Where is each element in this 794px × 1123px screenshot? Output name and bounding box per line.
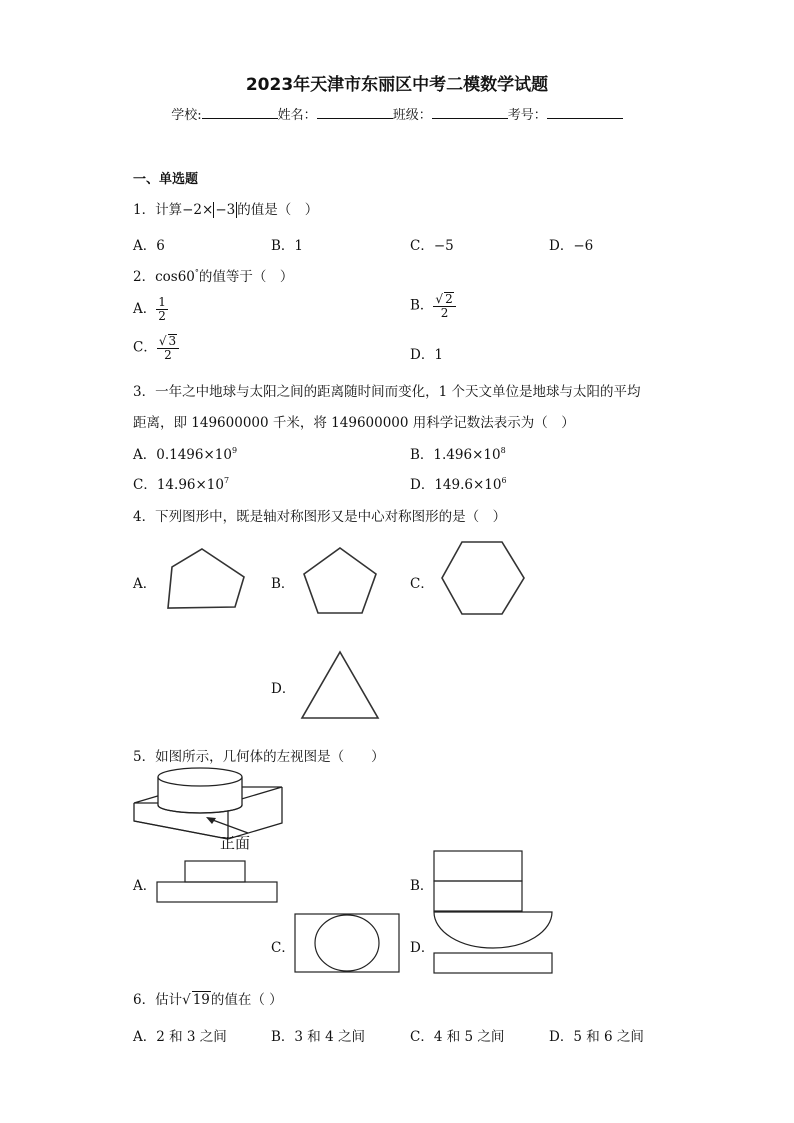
q2-option-b[interactable] [410,292,456,320]
q4-option-a[interactable]: A． [133,576,157,592]
q5-option-a-figure [156,860,280,904]
q3-a-base: 0.1496×10 [156,447,232,463]
q1-option-d[interactable]: D．−6 [549,238,594,254]
q2-suffix: 的值等于（ ） [198,269,294,285]
q4-regular-hexagon-figure [440,538,528,618]
q2-b-denominator: 2 [440,306,449,320]
number-blank[interactable] [547,106,623,119]
q4-equilateral-triangle-figure [298,648,382,722]
q2-c-fraction [157,334,179,362]
q5-option-c[interactable]: C． [271,940,295,956]
q6-suffix: 的值在（ ） [210,992,283,1008]
question-3-line-2: 距离，即 149600000 千米，将 149600000 用科学记数法表示为（ ） [133,415,575,431]
q2-b-fraction [433,292,455,320]
class-blank[interactable] [432,106,508,119]
q2-b-radicand: 2 [445,292,453,306]
q1-option-c[interactable]: C．−5 [410,238,454,254]
q1-prefix: 1．计算 [133,202,183,218]
question-2-stem [133,265,293,285]
student-info-line [0,104,794,123]
q2-a-numerator: 1 [158,295,166,309]
q1-suffix: 的值是（ ） [237,202,319,218]
school-label: 学校: [171,108,202,123]
q3-c-exponent: 7 [223,476,230,485]
q5-option-a[interactable]: A． [133,878,157,894]
q3-d-base: 149.6×10 [434,477,502,493]
q3-option-a[interactable] [133,443,237,463]
class-label: 班级： [392,108,432,123]
q3-b-exponent: 8 [500,446,506,455]
q2-a-fraction [156,296,168,323]
q4-irregular-pentagon-figure [160,545,250,615]
q6-option-c[interactable]: C．4 和 5 之间 [410,1029,505,1045]
q6-option-b[interactable]: B．3 和 4 之间 [271,1029,365,1045]
q5-solid-figure [130,765,290,860]
school-blank[interactable] [202,106,278,119]
q1-absolute-value: −3 [215,202,236,218]
q4-regular-pentagon-figure [300,545,380,615]
q4-option-d[interactable]: D． [271,681,296,697]
q4-option-b[interactable]: B． [271,576,295,592]
q2-option-d[interactable]: D．1 [410,347,443,363]
question-1-stem [133,198,318,218]
q5-front-label: 正面 [220,834,251,852]
q3-c-label: C． [133,477,157,493]
q3-a-label: A． [133,447,157,463]
q1-option-b[interactable]: B．1 [271,238,304,254]
page-title: 2023年天津市东丽区中考二模数学试题 [245,75,549,95]
name-blank[interactable] [317,106,393,119]
q5-option-d-figure [432,910,556,976]
q2-c-numerator: √ 3 [157,334,179,349]
question-3-line-1: 3．一年之中地球与太阳之间的距离随时间而变化，1 个天文单位是地球与太阳的平均 [133,384,641,400]
q2-c-denominator: 2 [164,348,172,362]
section-heading: 一、单选题 [133,172,199,187]
q3-d-label: D． [410,477,435,493]
q6-radicand: 19 [192,992,210,1008]
q3-b-base: 1.496×10 [433,447,501,463]
q5-option-b-figure [433,850,525,914]
q2-option-c[interactable] [133,334,179,362]
q1-expression: −2× [182,202,214,218]
number-label: 考号： [507,108,547,123]
q5-option-c-figure [294,913,402,975]
q6-option-a[interactable]: A．2 和 3 之间 [133,1029,227,1045]
q3-a-exponent: 9 [231,446,238,455]
name-label: 姓名： [277,108,317,123]
q2-b-label: B． [410,297,434,314]
q5-option-d[interactable]: D． [410,940,435,956]
q3-d-exponent: 6 [501,476,507,485]
q6-option-d[interactable]: D．5 和 6 之间 [549,1029,644,1045]
q6-prefix: 6．估计 [133,992,183,1008]
q2-option-a[interactable] [133,296,168,323]
q3-c-base: 14.96×10 [156,477,224,493]
q2-b-numerator: √ 2 [433,292,455,307]
q5-option-b[interactable]: B． [410,878,434,894]
q2-a-label: A． [133,301,157,317]
question-4-stem: 4．下列图形中，既是轴对称图形又是中心对称图形的是（ ） [133,509,507,525]
q3-option-c[interactable] [133,473,229,493]
question-5-stem: 5．如图所示，几何体的左视图是（ ） [133,749,385,765]
q2-prefix: 2．cos60 [133,269,195,285]
q4-option-c[interactable]: C． [410,576,434,592]
q3-b-label: B． [410,447,434,463]
q2-a-denominator: 2 [158,309,166,323]
q3-option-d[interactable] [410,473,507,493]
q2-degree: ° [194,268,199,277]
q2-c-label: C． [133,339,157,356]
question-6-stem: 6．估计√ 19的值在（ ） [133,992,283,1008]
q1-option-a[interactable]: A．6 [133,238,165,254]
q2-c-radicand: 3 [168,334,177,348]
q3-option-b[interactable] [410,443,506,463]
